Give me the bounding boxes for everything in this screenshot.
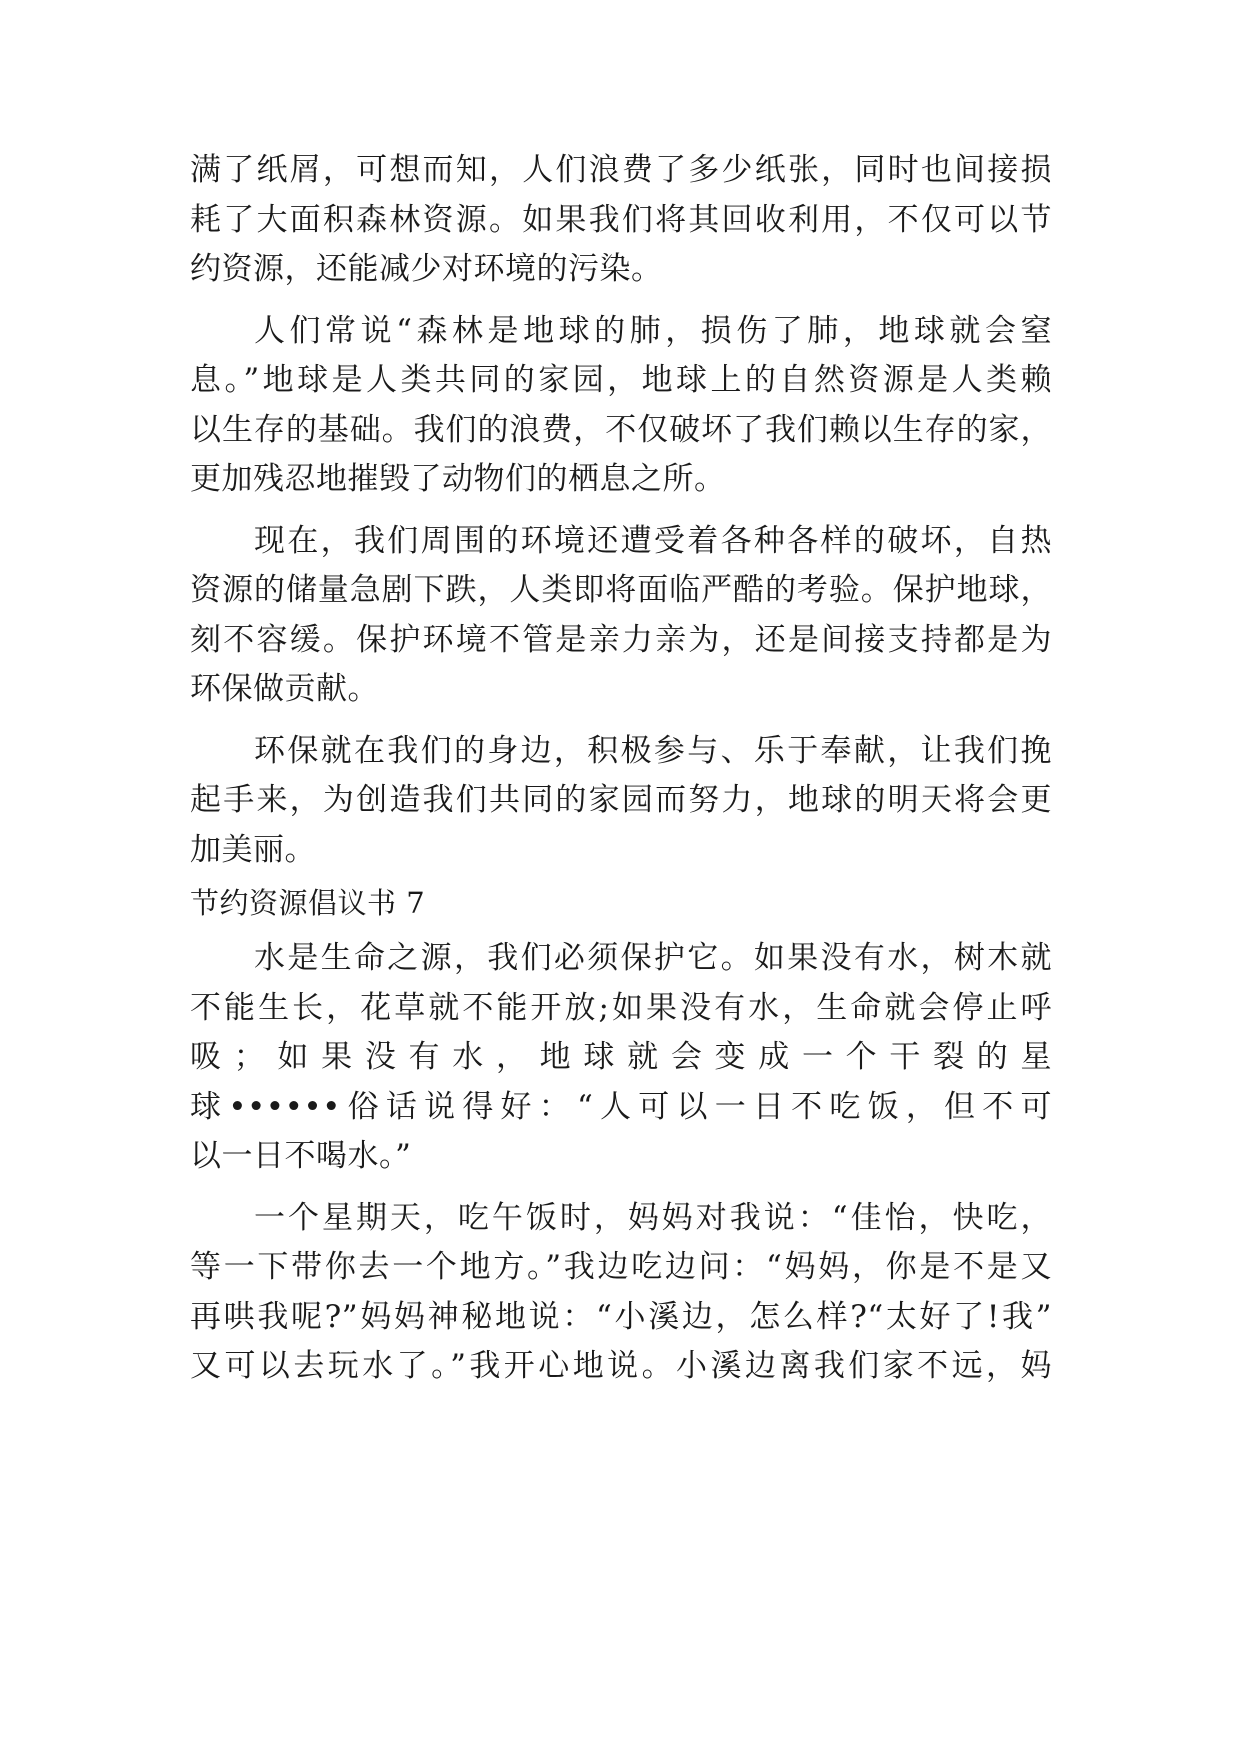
text-line: 起手来，为创造我们共同的家园而努力，地球的明天将会更 <box>190 782 1052 818</box>
text-line: 以生存的基础。我们的浪费，不仅破坏了我们赖以生存的家， <box>190 412 1052 448</box>
text-line: 环保就在我们的身边，积极参与、乐于奉献，让我们挽 <box>254 733 1052 769</box>
section-heading: 节约资源倡议书 7 <box>190 886 426 920</box>
text-line: 又可以去玩水了。”我开心地说。小溪边离我们家不远，妈 <box>190 1348 1052 1384</box>
text-line: 资源的储量急剧下跌，人类即将面临严酷的考验。保护地球， <box>190 572 1052 608</box>
text-line: 更加残忍地摧毁了动物们的栖息之所。 <box>190 461 726 497</box>
text-line: 水是生命之源，我们必须保护它。如果没有水，树木就 <box>254 940 1052 976</box>
text-line: 现在，我们周围的环境还遭受着各种各样的破坏，自热 <box>254 523 1052 559</box>
text-line: 不能生长，花草就不能开放;如果没有水，生命就会停止呼 <box>190 990 1052 1026</box>
text-line: 刻不容缓。保护环境不管是亲力亲为，还是间接支持都是为 <box>190 622 1052 658</box>
text-line: 以一日不喝水。” <box>190 1138 412 1174</box>
text-line: 满了纸屑，可想而知，人们浪费了多少纸张，同时也间接损 <box>190 152 1052 188</box>
text-line: 一个星期天，吃午饭时，妈妈对我说：“佳怡，快吃， <box>254 1200 1052 1236</box>
text-line: 耗了大面积森林资源。如果我们将其回收利用，不仅可以节 <box>190 202 1052 238</box>
text-line: 等一下带你去一个地方。”我边吃边问：“妈妈，你是不是又 <box>190 1249 1052 1285</box>
text-line: 约资源，还能减少对环境的污染。 <box>190 251 663 287</box>
text-line: 球••••••俗话说得好：“人可以一日不吃饭，但不可 <box>190 1089 1052 1125</box>
text-line: 吸；如果没有水，地球就会变成一个干裂的星 <box>190 1039 1052 1075</box>
text-line: 加美丽。 <box>190 832 316 868</box>
text-line: 环保做贡献。 <box>190 671 379 707</box>
text-line: 再哄我呢?”妈妈神秘地说：“小溪边，怎么样?“太好了!我” <box>190 1299 1052 1335</box>
text-line: 人们常说“森林是地球的肺，损伤了肺，地球就会窒 <box>254 313 1052 349</box>
text-line: 息。”地球是人类共同的家园，地球上的自然资源是人类赖 <box>190 362 1052 398</box>
